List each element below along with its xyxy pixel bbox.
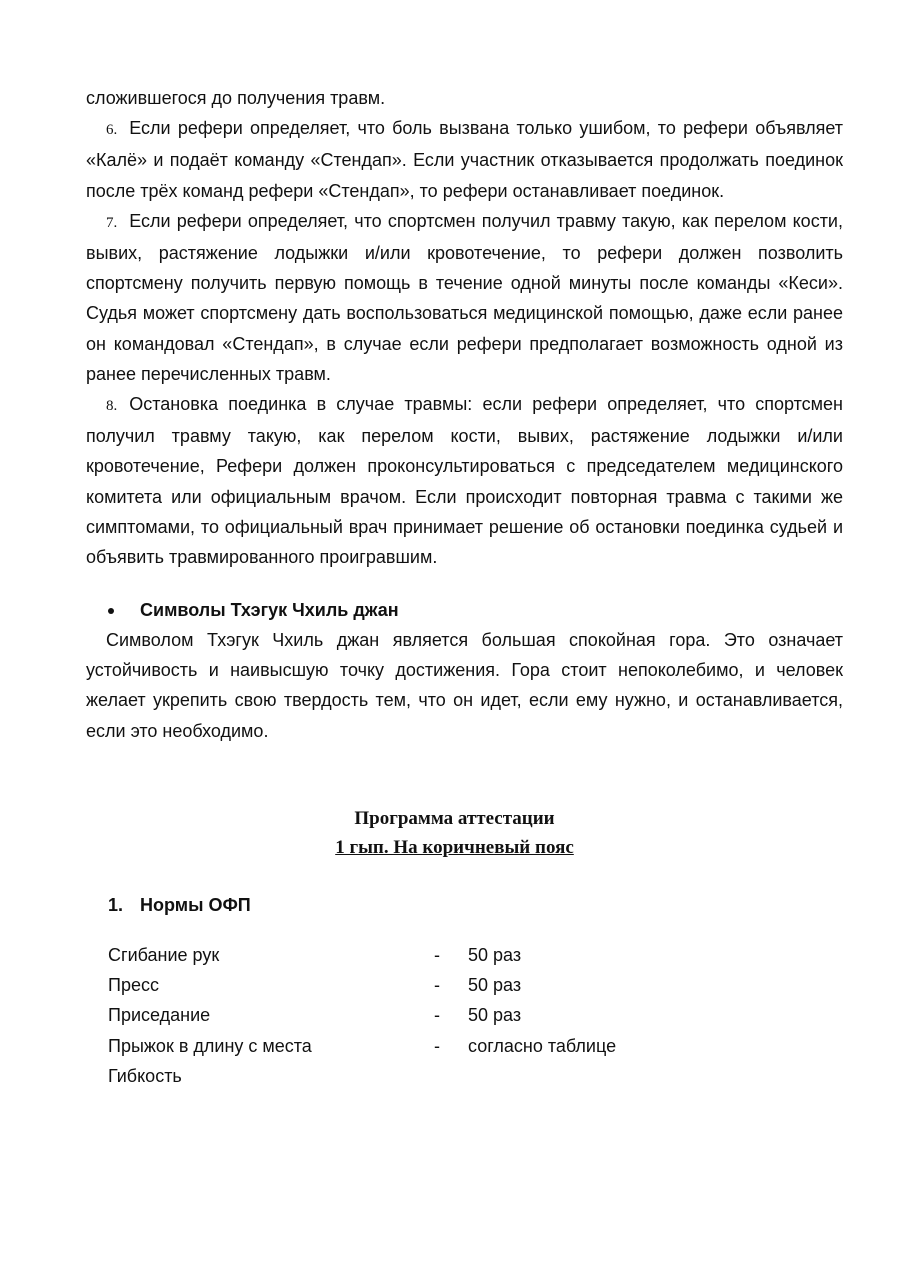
norm-name: Гибкость [108,1065,182,1086]
norm-name: Прыжок в длину с места [108,1035,312,1056]
norm-name: Приседание [108,1005,211,1026]
rule-item-number: 7. [106,214,118,231]
rule-item-text: Если рефери определяет, что боль вызвана только ушибом, то рефери объявляет «Калё» и подаёт команду «Стендап». Если участник отказывается продолжать поединок после трёх команд рефери «Стендап», то рефери останавливает поединок. [86,118,843,201]
section-title: Нормы ОФП [140,895,251,915]
rule-item-text: Если рефери определяет, что спортсмен получил травму такую, как перелом кости, вывих, растяжение лодыжки и/или кровотечение, то рефери должен позволить спортсмену получить первую помощь в течение одной минуты после команды «Кеси». Судья может спортсмену дать воспользоваться медицинской помощью, даже если ранее он командовал «Стендап», в случае если рефери предполагает возможность одной из ранее перечисленных травм. [86,210,843,384]
rule-item-number: 8. [106,398,118,415]
norm-row [108,1000,708,1030]
norm-name: Сгибание рук [108,945,220,965]
norm-dash: - [434,1005,440,1026]
continuation-paragraph: сложившегося до получения травм. [86,88,386,108]
rule-item-6 [86,113,843,206]
norm-dash: - [434,1035,440,1056]
section-number: 1. [108,895,124,915]
program-title: Программа аттестации [354,808,555,829]
program-subtitle [0,837,909,859]
norm-dash: - [434,945,440,965]
symbols-paragraph: Символом Тхэгук Чхиль джан является большая спокойная гора. Это означает устойчивость и наивысшую точку достижения. Гора стоит непоколебимо, и человек желает укрепить свою твердость тем, что он идет, если ему нужно, и останавливается, если это необходимо. [86,630,843,741]
norm-dash: - [434,975,440,996]
norm-value: 50 раз [468,945,522,965]
norm-row [108,970,708,1000]
rule-item-8 [86,389,843,572]
norm-row [108,1061,708,1091]
rules-text-block [86,83,843,572]
symbols-heading-text: Символы Тхэгук Чхиль джан [140,600,399,620]
rule-item-7 [86,206,843,389]
norm-row [108,940,708,970]
symbols-text-block [86,625,843,746]
rule-item-number: 6. [106,122,118,139]
section-heading [108,895,251,916]
rule-item-text: Остановка поединка в случае травмы: если рефери определяет, что спортсмен получил травму такую, как перелом кости, вывих, растяжение лодыжки и/или кровотечение, Рефери должен проконсультироваться с председателем медицинского комитета или официальным врачом. Если происходит повторная травма с такими же симптомами, то официальный врач принимает решение об остановки поединка судьей и объявить травмированного проигравшим. [86,394,843,568]
bullet-icon [108,608,114,614]
norms-list [108,940,708,1091]
norm-value: 50 раз [468,975,522,996]
norm-name: Пресс [108,975,159,996]
norm-value: согласно таблице [468,1035,617,1056]
program-subtitle-text: 1 гып. На коричневый пояс [335,837,574,858]
norm-value: 50 раз [468,1005,522,1026]
norm-row [108,1031,708,1061]
